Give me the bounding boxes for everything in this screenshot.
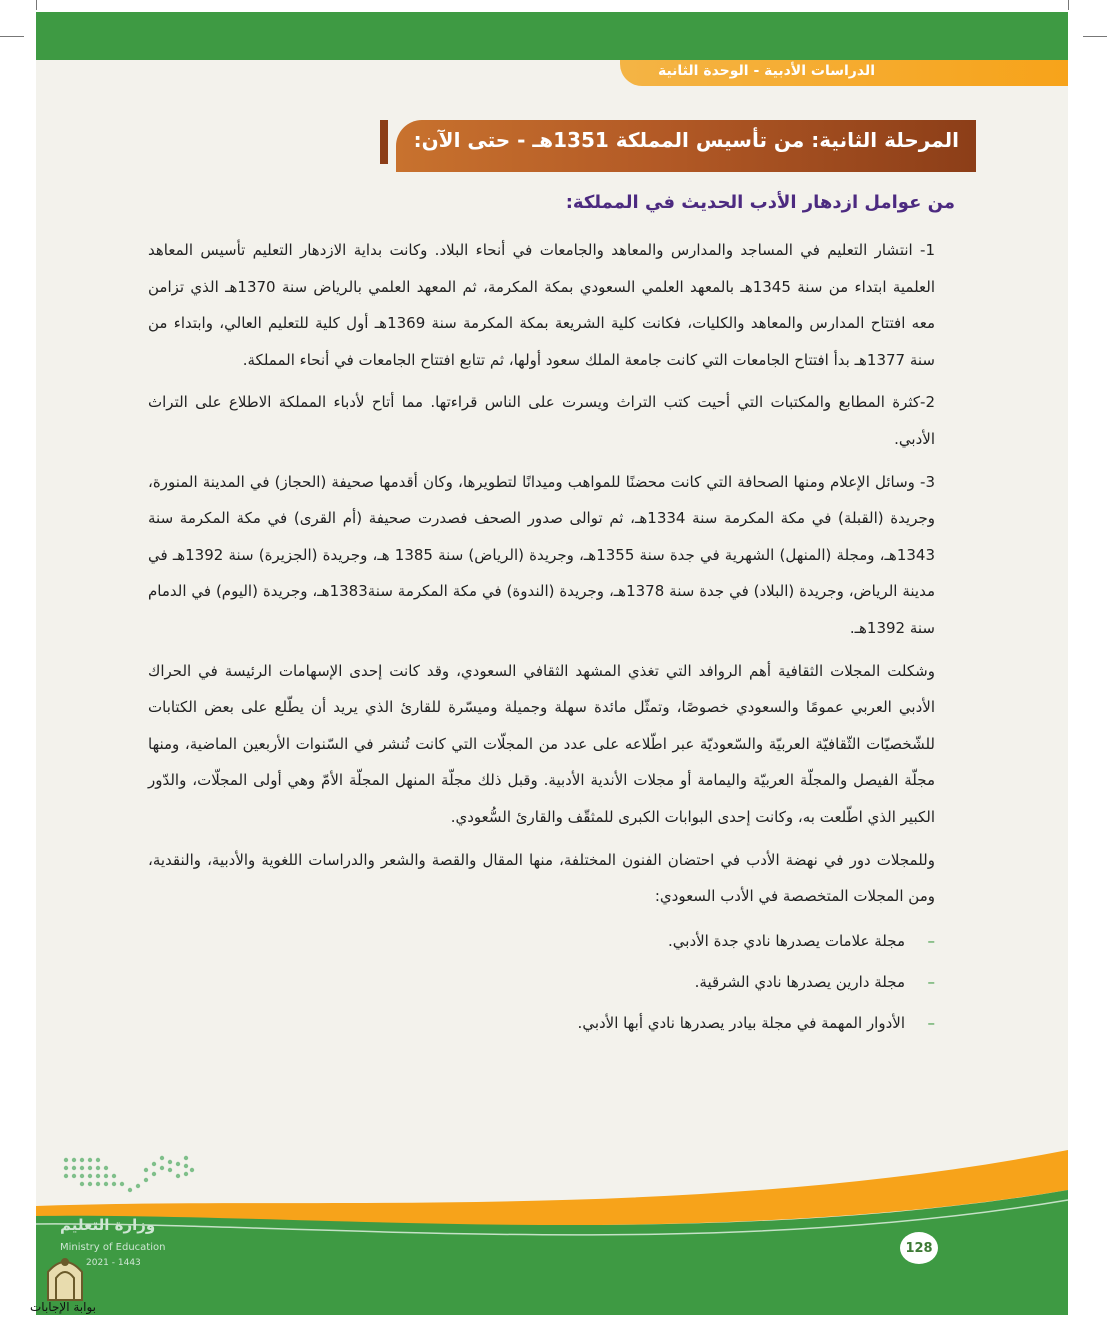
list-item: – مجلة دارين يصدرها نادي الشرقية. <box>148 962 935 1003</box>
ministry-name-english: Ministry of Education <box>60 1242 166 1253</box>
paragraph: 2-كثرة المطابع والمكتبات التي أحيت كتب التراث ويسرت على الناس قراءتها. مما أتاح لأدباء المملكة الاطلاع على التراث الأدبي. <box>148 393 935 448</box>
watermark-label: بوابة الإجابات <box>30 1300 97 1314</box>
ministry-logo-dots-icon <box>64 1156 194 1192</box>
paragraph: وللمجلات دور في نهضة الأدب في احتضان الفنون المختلفة، منها المقال والقصة والشعر والدراسات اللغوية والأدبية، والنقدية، ومن المجلات المتخصصة في الأدب السعودي: <box>148 850 935 906</box>
ministry-year: 2021 - 1443 <box>86 1258 141 1268</box>
page-number: 128 <box>898 1230 940 1266</box>
unit-header-label: الدراسات الأدبية - الوحدة الثانية <box>657 63 875 79</box>
paragraph: وشكلت المجلات الثقافية أهم الروافد التي تغذي المشهد الثقافي السعودي، وقد كانت إحدى الإسهامات الرئيسة في الحراك الأدبي العربي عمومًا والسعودي خصوصًا، وتمثّل مائدة سهلة وجميلة وميسّرة للقارئ الذي يريد أن يطّلع على بعض الكتابات للشّخصيّات الثّقافيّة العربيّة والسّعوديّة عبر اطّلاعه على عدد من المجلّات التي كانت تُنشر في السّنوات الأربعين الماضية، ومنها مجلّة الفيصل والمجلّة العربيّة واليمامة أو مجلات الأندية الأدبية. وقبل ذلك مجلّة المنهل المجلّة الأمّ وهي أولى المجلّات، والدّور الكبير الذي اطّلعت به، وكانت إحدى البوابات الكبرى للمثقّف والقارئ السُّعودي. <box>148 661 935 826</box>
paragraph: 3- وسائل الإعلام ومنها الصحافة التي كانت محضنًا للمواهب وميدانًا لتطويرها، وكان أقدمها صحيفة (الحجاز) في المدينة المنورة، وجريدة (القبلة) في مكة المكرمة سنة 1334هـ، ثم توالى صدور الصحف فصدرت صحيفة (أم القرى) في مكة المكرمة سنة 1343هـ، ومجلة (المنهل) الشهرية في جدة سنة 1355هـ، وجريدة (الرياض) سنة 1385 هـ، وجريدة (الجزيرة) سنة 1392هـ في مدينة الرياض، وجريدة (البلاد) في جدة سنة 1378هـ، وجريدة (الندوة) في مكة المكرمة سنة1383هـ، وجريدة (اليوم) في الدمام سنة 1392هـ. <box>148 472 936 637</box>
subheading: من عوامل ازدهار الأدب الحديث في المملكة: <box>565 192 955 213</box>
paragraph: 1- انتشار التعليم في المساجد والمدارس والمعاهد والجامعات في أنحاء البلاد. وكانت بداية الازدهار التعليم تأسيس المعاهد العلمية ابتداء من سنة 1345هـ بالمعهد العلمي السعودي بمكة المكرمة، ثم المعهد العلمي بالرياض سنة 1370هـ الذي تزامن معه افتتاح المدارس والمعاهد والكليات، فكانت كلية الشريعة بمكة المكرمة سنة 1369هـ أول كلية للتعليم العالي، وابتداء من سنة 1377هـ بدأ افتتاح الجامعات التي كانت جامعة الملك سعود أولها، ثم تتابع افتتاح الجامعات في أنحاء المملكة. <box>148 241 936 369</box>
list-item: – الأدوار المهمة في مجلة بيادر يصدرها نادي أبها الأدبي. <box>148 1003 935 1044</box>
ministry-name-arabic: وزارة التعليم <box>60 1216 156 1234</box>
list-item: – مجلة علامات يصدرها نادي جدة الأدبي. <box>148 921 935 962</box>
section-title: المرحلة الثانية: من تأسيس المملكة 1351هـ - حتى الآن: <box>413 128 959 152</box>
